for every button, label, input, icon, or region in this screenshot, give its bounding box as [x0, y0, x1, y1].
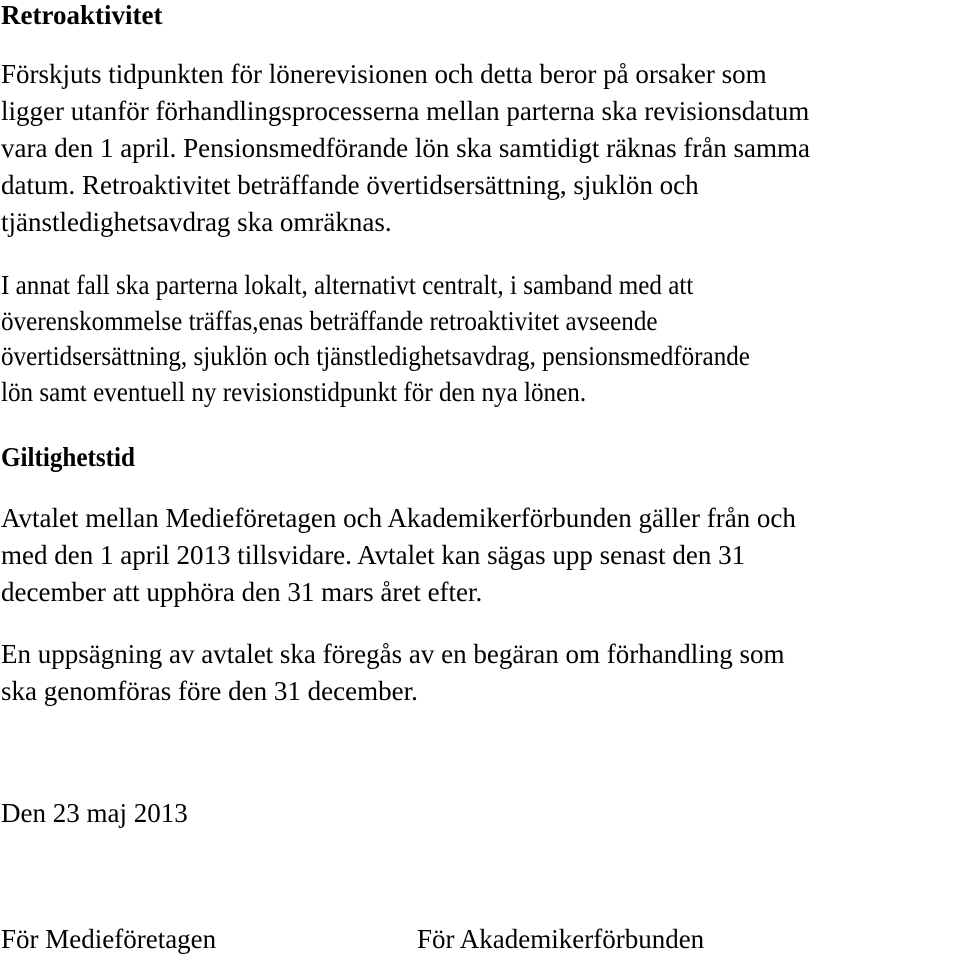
paragraph-line: I annat fall ska parterna lokalt, alternativt centralt, i samband med att [1, 270, 694, 300]
paragraph-giltighetstid-2 [1, 636, 785, 710]
signature-right-party: För Akademikerförbunden [417, 924, 705, 954]
signature-date: Den 23 maj 2013 [1, 798, 188, 828]
paragraph-line: Förskjuts tidpunkten för lönerevisionen och detta beror på orsaker som [1, 59, 767, 89]
paragraph-line: med den 1 april 2013 tillsvidare. Avtalet kan sägas upp senast den 31 [1, 540, 746, 570]
paragraph-line: lön samt eventuell ny revisionstidpunkt för den nya lönen. [1, 376, 587, 407]
paragraph-line: tjänstledighetsavdrag ska omräknas. [1, 207, 392, 237]
signature-left-party: För Medieföretagen [1, 924, 217, 954]
paragraph-retroaktivitet-1 [1, 56, 810, 241]
paragraph-line: Avtalet mellan Medieföretagen och Akademikerförbunden gäller från och [1, 503, 796, 533]
paragraph-line: En uppsägning av avtalet ska föregås av en begäran om förhandling som [1, 639, 785, 669]
paragraph-retroaktivitet-2 [1, 268, 806, 410]
section-heading-retroaktivitet: Retroaktivitet [1, 0, 163, 30]
paragraph-line: övertidsersättning, sjuklön och tjänstledighetsavdrag, pensionsmedförande [1, 341, 750, 371]
paragraph-line: vara den 1 april. Pensionsmedförande lön ska samtidigt räknas från samma [1, 133, 811, 163]
section-heading-text: Giltighetstid [1, 442, 135, 472]
paragraph-line: december att upphöra den 31 mars året efter. [1, 577, 483, 607]
paragraph-giltighetstid-1 [1, 500, 796, 611]
paragraph-line: ligger utanför förhandlingsprocesserna mellan parterna ska revisionsdatum [1, 96, 810, 126]
paragraph-line: ska genomföras före den 31 december. [1, 676, 418, 706]
paragraph-line: överenskommelse träffas,enas beträffande retroaktivitet avseende [1, 305, 658, 336]
paragraph-line: datum. Retroaktivitet beträffande övertidsersättning, sjuklön och [1, 170, 699, 200]
section-heading-giltighetstid [1, 442, 145, 472]
